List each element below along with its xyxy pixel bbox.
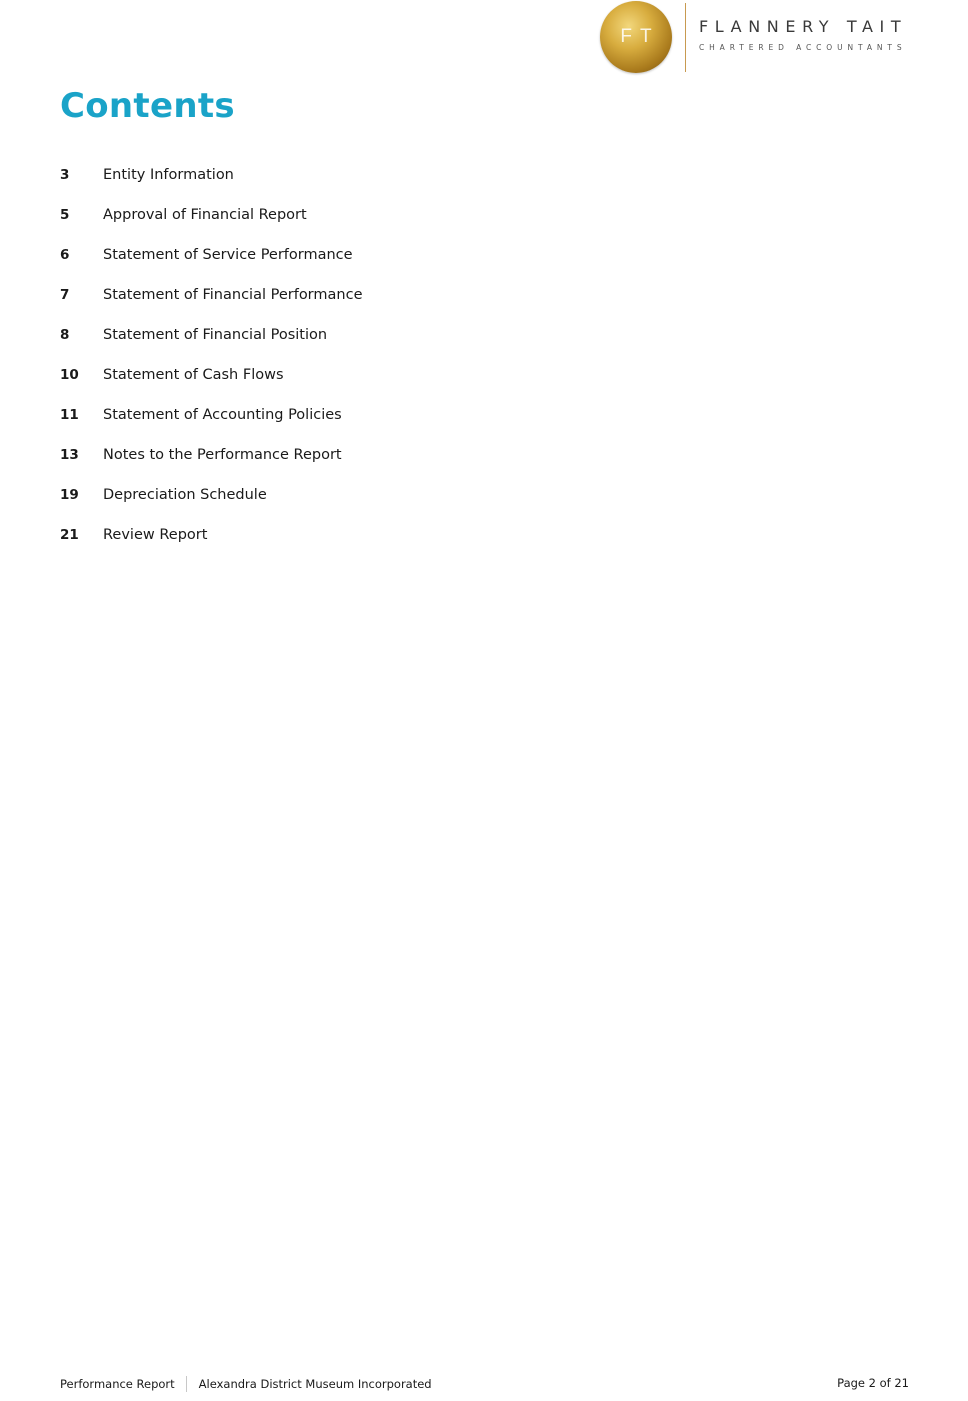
footer-left <box>60 1376 432 1392</box>
footer-report-name: Performance Report <box>60 1377 175 1391</box>
toc-page-number: 19 <box>60 487 79 503</box>
toc-entry-label: Statement of Financial Performance <box>103 287 363 303</box>
logo-badge <box>600 1 672 73</box>
toc-entry-statement-of-financial-position[interactable] <box>60 323 363 363</box>
toc-page-number: 7 <box>60 287 70 303</box>
page-footer <box>60 1376 909 1394</box>
toc-page-number: 8 <box>60 327 70 343</box>
company-logo <box>600 0 910 76</box>
toc-entry-statement-of-accounting-policies[interactable] <box>60 403 363 443</box>
toc-entry-entity-information[interactable] <box>60 163 363 203</box>
toc-page-number: 3 <box>60 167 70 183</box>
toc-entry-label: Approval of Financial Report <box>103 207 307 223</box>
logo-monogram: FT <box>620 26 660 47</box>
toc-entry-label: Notes to the Performance Report <box>103 447 342 463</box>
toc-entry-review-report[interactable] <box>60 523 363 563</box>
footer-divider <box>186 1376 187 1392</box>
toc-entry-notes-to-the-performance-report[interactable] <box>60 443 363 483</box>
page-title: Contents <box>60 86 235 126</box>
footer-entity-name: Alexandra District Museum Incorporated <box>198 1377 432 1391</box>
toc-entry-approval-of-financial-report[interactable] <box>60 203 363 243</box>
toc-entry-label: Statement of Cash Flows <box>103 367 284 383</box>
toc-entry-label: Review Report <box>103 527 208 543</box>
toc-page-number: 11 <box>60 407 79 423</box>
toc-entry-label: Statement of Accounting Policies <box>103 407 342 423</box>
toc-page-number: 21 <box>60 527 79 543</box>
toc-entry-statement-of-service-performance[interactable] <box>60 243 363 283</box>
toc-entry-statement-of-cash-flows[interactable] <box>60 363 363 403</box>
toc-page-number: 5 <box>60 207 70 223</box>
toc-page-number: 6 <box>60 247 70 263</box>
toc-entry-label: Statement of Financial Position <box>103 327 328 343</box>
toc-entry-label: Statement of Service Performance <box>103 247 353 263</box>
toc-entry-label: Depreciation Schedule <box>103 487 267 503</box>
logo-tagline: CHARTERED ACCOUNTANTS <box>699 43 907 52</box>
toc-entry-depreciation-schedule[interactable] <box>60 483 363 523</box>
toc-entry-statement-of-financial-performance[interactable] <box>60 283 363 323</box>
table-of-contents <box>60 163 363 563</box>
toc-page-number: 10 <box>60 367 79 383</box>
toc-page-number: 13 <box>60 447 79 463</box>
logo-divider <box>685 3 686 72</box>
toc-entry-label: Entity Information <box>103 167 234 183</box>
footer-page-indicator: Page 2 of 21 <box>837 1376 909 1390</box>
logo-company-name: FLANNERY TAIT <box>699 17 908 36</box>
